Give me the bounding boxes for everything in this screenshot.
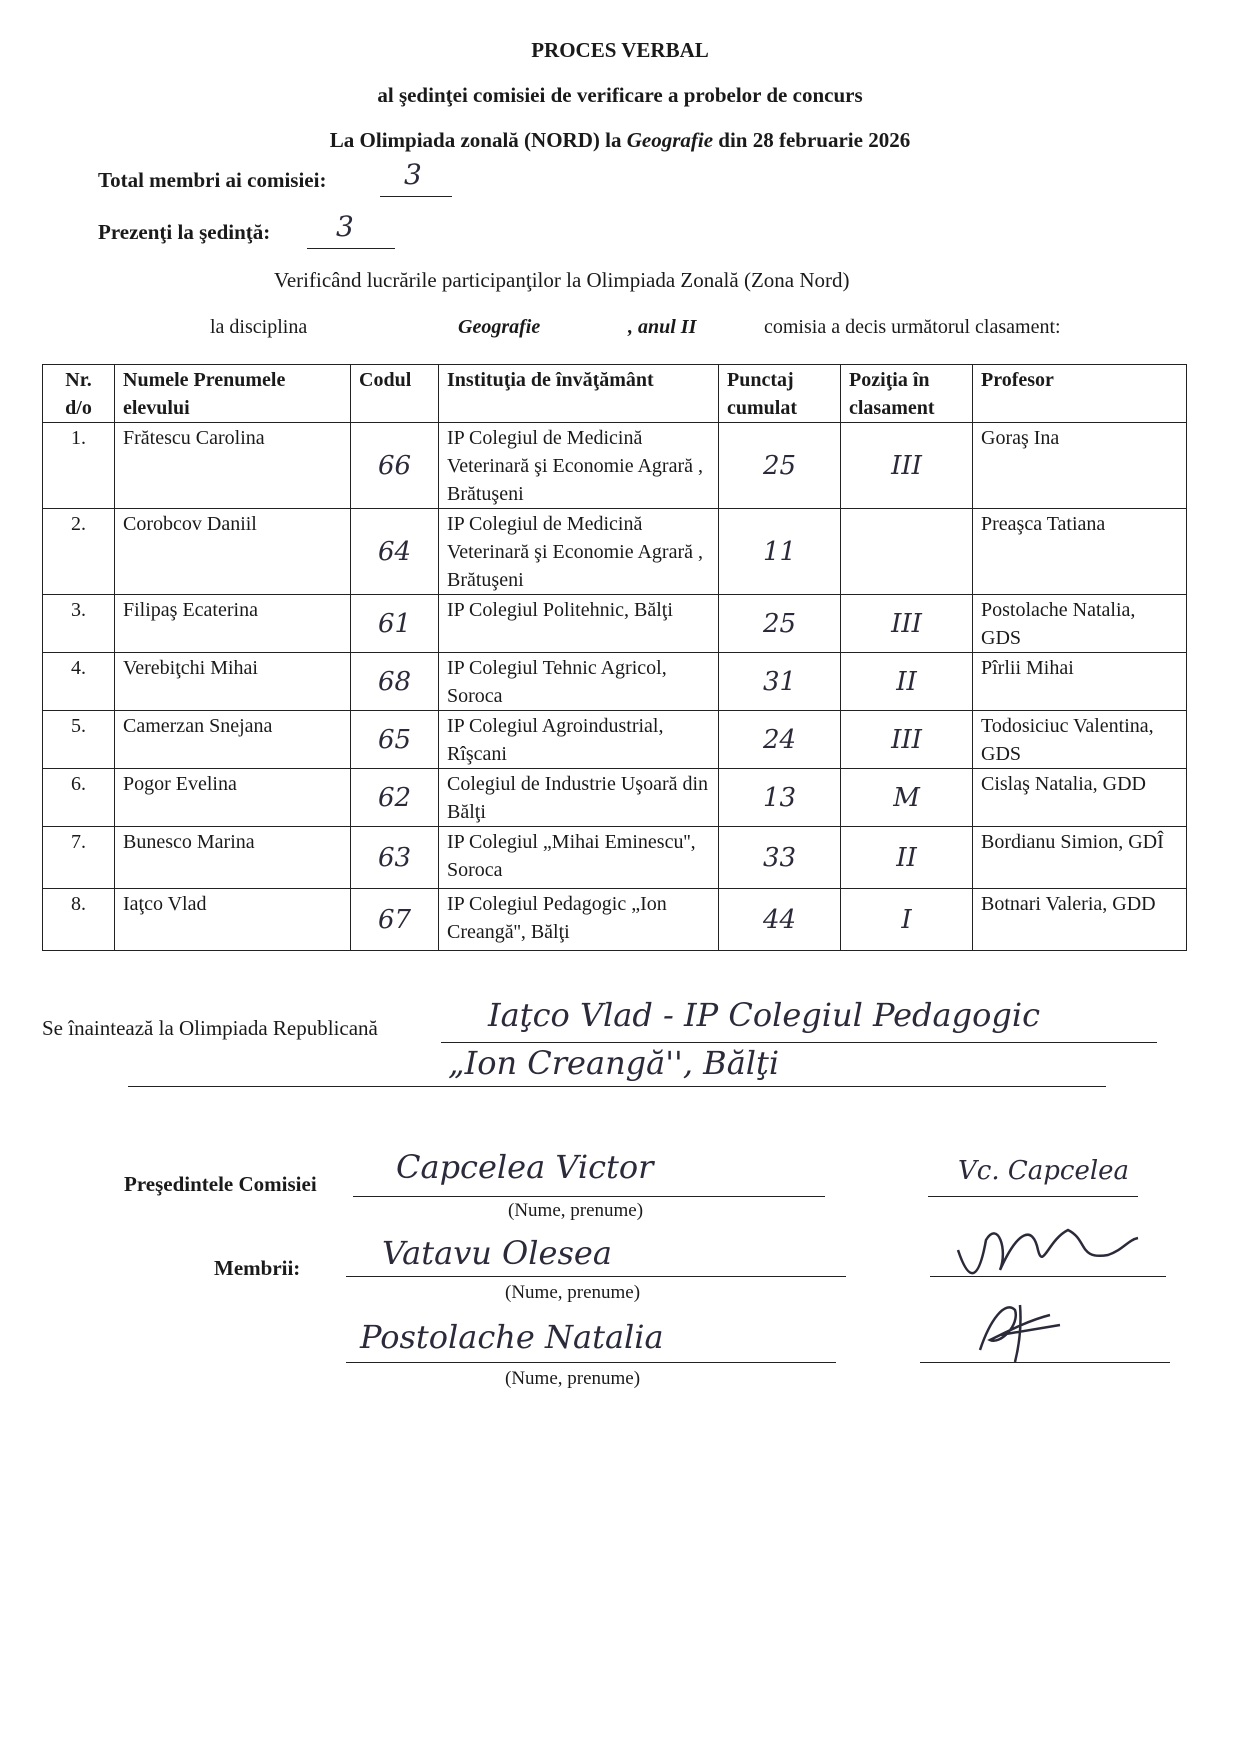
ranking-position: III (841, 711, 973, 769)
event-subject: Geografie (626, 128, 714, 152)
student-name: Filipaş Ecaterina (115, 595, 351, 653)
discipline-value: Geografie (458, 316, 541, 338)
cumulative-score: 44 (719, 889, 841, 951)
ranking-position: II (841, 827, 973, 889)
institution: IP Colegiul Politehnic, Bălţi (439, 595, 719, 653)
institution: IP Colegiul Pedagogic „Ion Creangă'', Bălţi (439, 889, 719, 951)
teacher: Preaşca Tatiana (973, 509, 1187, 595)
total-members-value: 3 (404, 158, 422, 191)
student-name: Corobcov Daniil (115, 509, 351, 595)
teacher: Botnari Valeria, GDD (973, 889, 1187, 951)
cumulative-score: 24 (719, 711, 841, 769)
institution: IP Colegiul „Mihai Eminescu'', Soroca (439, 827, 719, 889)
forward-value-1: Iaţco Vlad - IP Colegiul Pedagogic (488, 996, 1040, 1034)
table-row (43, 711, 1187, 769)
cumulative-score: 25 (719, 423, 841, 509)
member2-name: Postolache Natalia (360, 1318, 664, 1356)
header-institution: Instituţia de învăţământ (439, 365, 719, 423)
event-suffix: din 28 februarie 2026 (713, 128, 911, 152)
discipline-label: la disciplina (210, 316, 308, 338)
student-name: Verebiţchi Mihai (115, 653, 351, 711)
teacher: Cislaş Natalia, GDD (973, 769, 1187, 827)
row-number: 6. (43, 769, 115, 827)
president-signature: Vc. Capcelea (958, 1156, 1130, 1186)
header-teacher: Profesor (973, 365, 1187, 423)
total-members-label: Total membri ai comisiei: (98, 168, 327, 192)
member2-signature-scribble (960, 1290, 1080, 1370)
institution: IP Colegiul Tehnic Agricol, Soroca (439, 653, 719, 711)
student-name: Camerzan Snejana (115, 711, 351, 769)
ranking-position: M (841, 769, 973, 827)
student-code: 62 (351, 769, 439, 827)
ranking-position: III (841, 423, 973, 509)
forward-label: Se înaintează la Olimpiada Republicană (42, 1016, 378, 1040)
event-prefix: La Olimpiada zonală (NORD) la (329, 128, 627, 152)
present-label: Prezenţi la şedinţă: (98, 220, 271, 244)
intro-suffix: comisia a decis următorul clasament: (764, 316, 1061, 338)
student-code: 65 (351, 711, 439, 769)
header-name: Numele Prenumele elevului (115, 365, 351, 423)
student-code: 63 (351, 827, 439, 889)
forward-value-2: „Ion Creangă'', Bălţi (448, 1044, 780, 1082)
member1-signature-scribble (938, 1210, 1158, 1290)
table-header-row (43, 365, 1187, 423)
institution: Colegiul de Industrie Uşoară din Bălţi (439, 769, 719, 827)
present-value: 3 (336, 210, 354, 243)
table-row (43, 889, 1187, 951)
row-number: 7. (43, 827, 115, 889)
student-name: Pogor Evelina (115, 769, 351, 827)
row-number: 4. (43, 653, 115, 711)
cumulative-score: 13 (719, 769, 841, 827)
cumulative-score: 33 (719, 827, 841, 889)
student-code: 61 (351, 595, 439, 653)
ranking-position: I (841, 889, 973, 951)
teacher: Pîrlii Mihai (973, 653, 1187, 711)
table-row (43, 653, 1187, 711)
student-code: 64 (351, 509, 439, 595)
teacher: Goraş Ina (973, 423, 1187, 509)
row-number: 5. (43, 711, 115, 769)
header-code: Codul (351, 365, 439, 423)
table-row (43, 509, 1187, 595)
header-nr: Nr. d/o (43, 365, 115, 423)
row-number: 8. (43, 889, 115, 951)
student-code: 68 (351, 653, 439, 711)
event-line (0, 128, 1240, 153)
student-name: Bunesco Marina (115, 827, 351, 889)
ranking-position: II (841, 653, 973, 711)
teacher: Bordianu Simion, GDÎ (973, 827, 1187, 889)
member1-caption: (Nume, prenume) (505, 1282, 641, 1303)
teacher: Postolache Natalia, GDS (973, 595, 1187, 653)
president-label: Preşedintele Comisiei (124, 1172, 317, 1196)
ranking-position (841, 509, 973, 595)
student-code: 67 (351, 889, 439, 951)
document-subtitle: al şedinţei comisiei de verificare a probelor de concurs (377, 83, 863, 107)
institution: IP Colegiul de Medicină Veterinară şi Economie Agrară , Brătuşeni (439, 509, 719, 595)
president-name: Capcelea Victor (396, 1148, 654, 1186)
table-row (43, 423, 1187, 509)
row-number: 1. (43, 423, 115, 509)
institution: IP Colegiul Agroindustrial, Rîşcani (439, 711, 719, 769)
row-number: 2. (43, 509, 115, 595)
row-number: 3. (43, 595, 115, 653)
members-label: Membrii: (214, 1256, 301, 1280)
ranking-position: III (841, 595, 973, 653)
intro-line: Verificând lucrările participanţilor la Olimpiada Zonală (Zona Nord) (274, 268, 850, 292)
year-label: , anul II (628, 316, 697, 338)
table-row (43, 827, 1187, 889)
student-name: Iaţco Vlad (115, 889, 351, 951)
cumulative-score: 31 (719, 653, 841, 711)
header-score: Punctaj cumulat (719, 365, 841, 423)
member2-caption: (Nume, prenume) (505, 1368, 641, 1389)
institution: IP Colegiul de Medicină Veterinară şi Economie Agrară , Brătuşeni (439, 423, 719, 509)
student-code: 66 (351, 423, 439, 509)
member1-name: Vatavu Olesea (382, 1234, 612, 1272)
cumulative-score: 11 (719, 509, 841, 595)
table-row (43, 595, 1187, 653)
student-name: Frătescu Carolina (115, 423, 351, 509)
header-position: Poziţia în clasament (841, 365, 973, 423)
ranking-table (42, 364, 1187, 951)
table-row (43, 769, 1187, 827)
cumulative-score: 25 (719, 595, 841, 653)
teacher: Todosiciuc Valentina, GDS (973, 711, 1187, 769)
document-title: PROCES VERBAL (531, 38, 709, 62)
president-caption: (Nume, prenume) (508, 1200, 644, 1221)
